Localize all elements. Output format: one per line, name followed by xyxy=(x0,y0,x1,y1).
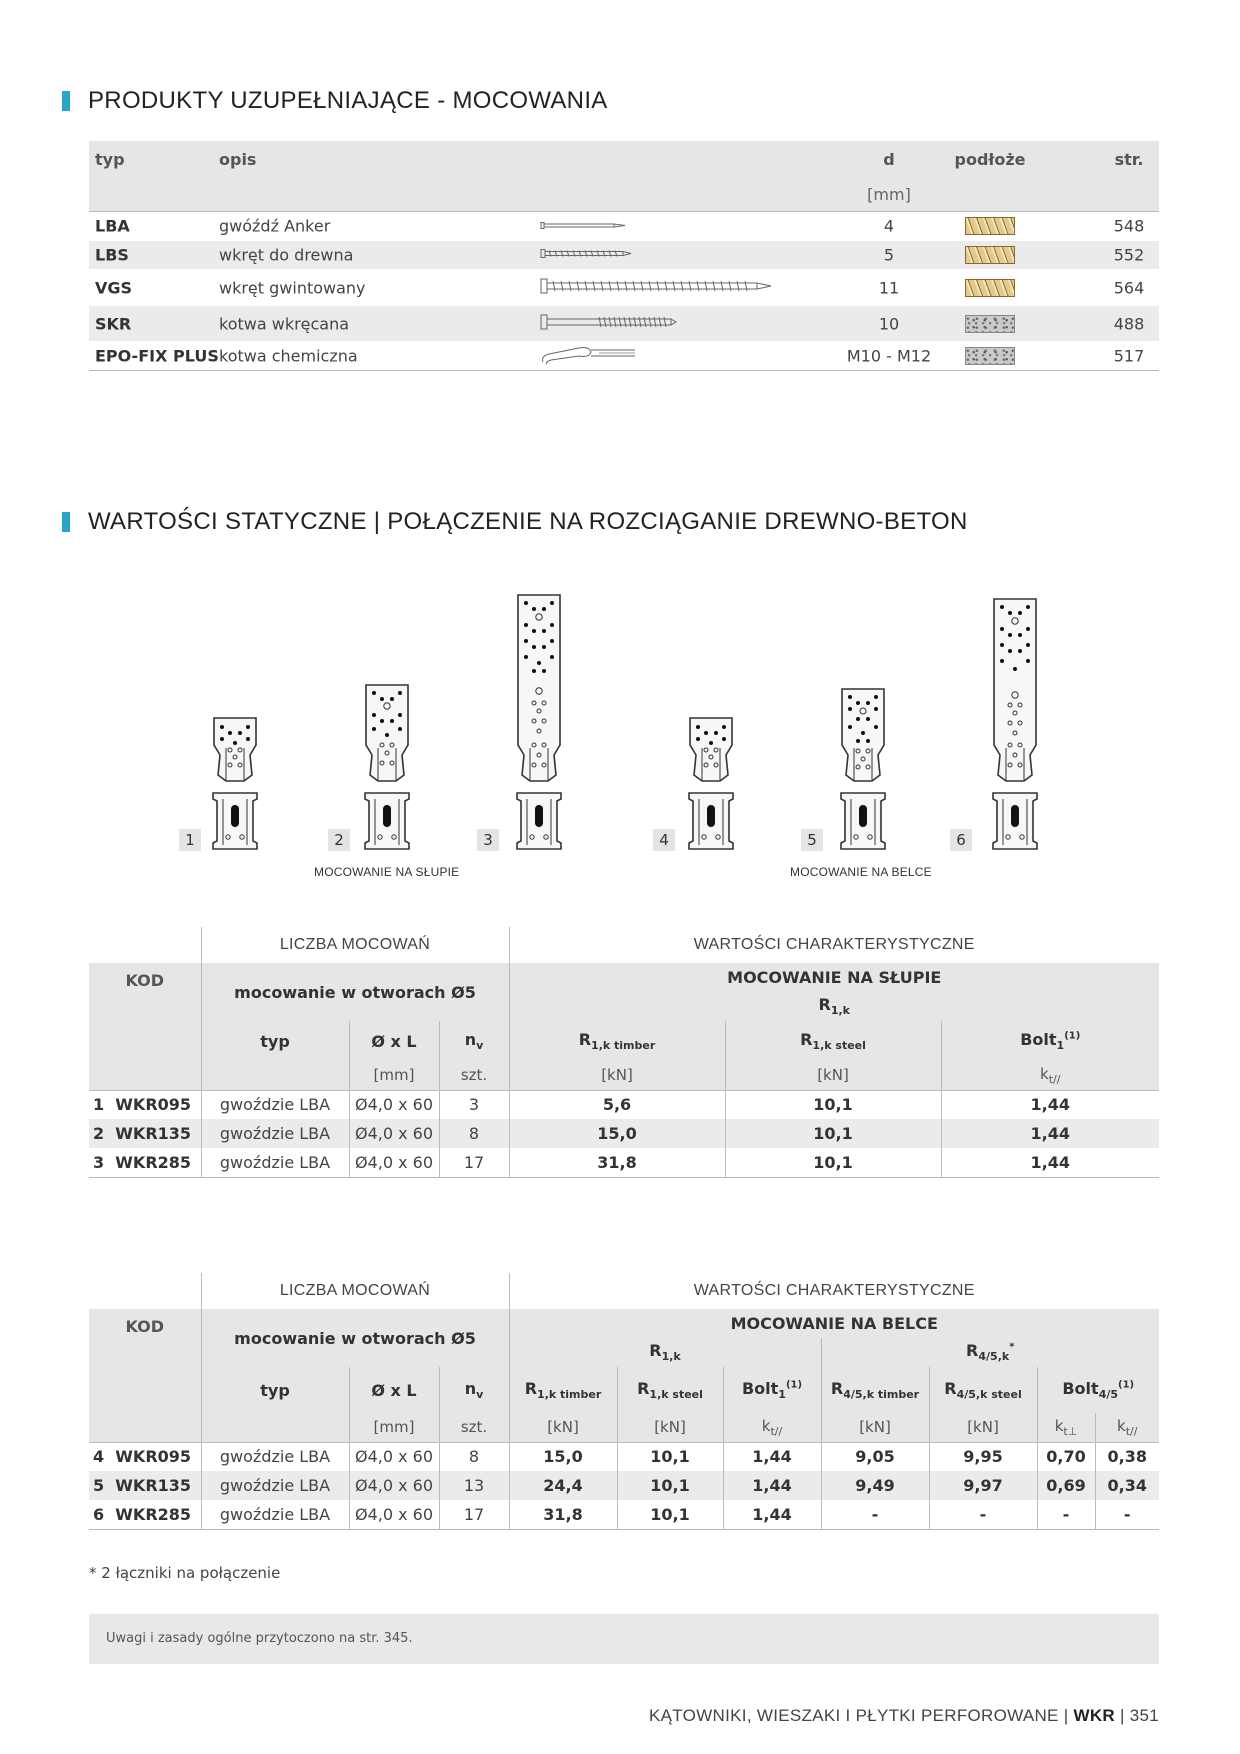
header-r45k-timber: $R_{4/5,k timber}$ xyxy=(821,1367,929,1413)
wood-substrate-icon xyxy=(965,217,1015,235)
bracket-illustrations xyxy=(0,585,1240,885)
unit-mm: [mm] xyxy=(349,1061,439,1090)
caption-beam-mounting: MOCOWANIE NA BELCE xyxy=(790,865,932,879)
illustration-number: 2 xyxy=(328,829,350,851)
table-row: 6 WKR285 gwoździe LBA Ø4,0 x 60 17 31,8 10,1 1,44 - - - - xyxy=(89,1500,1159,1529)
screw-anchor-icon xyxy=(539,312,679,336)
illustration-number: 3 xyxy=(477,829,499,851)
header-typ: typ xyxy=(201,1021,349,1061)
static-values-table-beam xyxy=(89,1273,1159,1530)
screw-icon xyxy=(539,246,634,265)
header-liczba-mocowan: LICZBA MOCOWAŃ xyxy=(201,927,509,963)
cell-d: 11 xyxy=(878,278,900,297)
header-r1k-timber: $R_{1,k timber}$ xyxy=(509,1021,725,1061)
products-table-header xyxy=(89,141,1159,212)
bracket-6 xyxy=(993,599,1037,849)
table-row: 2 WKR135 gwoździe LBA Ø4,0 x 60 8 15,0 10,1 1,44 xyxy=(89,1119,1159,1148)
header-nv: $n_v$ xyxy=(439,1021,509,1061)
header-nv: $n_v$ xyxy=(439,1367,509,1413)
unit-kt: $k_{t//}$ xyxy=(723,1413,821,1442)
cell-typ: SKR xyxy=(95,314,132,333)
table-row: 5 WKR135 gwoździe LBA Ø4,0 x 60 13 24,4 10,1 1,44 9,49 9,97 0,69 0,34 xyxy=(89,1471,1159,1500)
page-number: 351 xyxy=(1129,1706,1159,1725)
header-r1k: $R_{1,k}$ xyxy=(509,992,1159,1021)
static-values-table-column xyxy=(89,927,1159,1178)
header-bolt: Bolt$_1^{(1)}$ xyxy=(941,1021,1159,1061)
title-accent-bar xyxy=(62,512,70,532)
header-kod: KOD xyxy=(89,1309,201,1367)
cell-d: 10 xyxy=(878,314,900,333)
illustration-number: 6 xyxy=(950,829,972,851)
header-diameter-length: Ø x L xyxy=(349,1367,439,1413)
cell-typ: LBA xyxy=(95,216,130,236)
unit-mm: [mm] xyxy=(349,1413,439,1442)
bracket-3 xyxy=(517,595,561,849)
cell-d: 4 xyxy=(883,216,895,236)
concrete-substrate-icon xyxy=(965,347,1015,365)
table-row xyxy=(89,241,1159,270)
header-bolt45: Bolt$_{4/5}^{(1)}$ xyxy=(1037,1367,1159,1413)
bracket-1 xyxy=(213,718,257,849)
header-r1k-steel: $R_{1,k steel}$ xyxy=(725,1021,941,1061)
header-kod: KOD xyxy=(89,963,201,1021)
cell-d: 5 xyxy=(883,245,895,265)
table-row xyxy=(89,306,1159,342)
illustration-number: 1 xyxy=(179,829,201,851)
footer-product-code: WKR xyxy=(1073,1706,1115,1725)
title-accent-bar xyxy=(62,91,70,111)
header-str: str. xyxy=(1114,150,1144,169)
unit-kn: [kN] xyxy=(929,1413,1037,1442)
page-footer xyxy=(649,1706,1159,1726)
unit-kt-perp: $k_{t\perp}$ xyxy=(1037,1413,1095,1442)
illustration-number: 5 xyxy=(801,829,823,851)
cell-d: M10 - M12 xyxy=(846,346,932,366)
footer-category: KĄTOWNIKI, WIESZAKI I PŁYTKI PERFOROWANE xyxy=(649,1706,1059,1725)
cell-opis: wkręt gwintowany xyxy=(219,278,366,297)
header-mocowanie-otwory: mocowanie w otworach Ø5 xyxy=(201,963,509,1021)
products-table xyxy=(89,141,1159,371)
header-d-unit: [mm] xyxy=(867,185,911,204)
bracket-2 xyxy=(365,685,409,849)
section-title-text: WARTOŚCI STATYCZNE | POŁĄCZENIE NA ROZCIĄGANIE DREWNO-BETON xyxy=(88,508,968,535)
chemical-anchor-icon xyxy=(539,342,639,370)
cell-typ: EPO-FIX PLUS xyxy=(95,346,219,366)
cell-typ: LBS xyxy=(95,245,129,265)
header-liczba-mocowan: LICZBA MOCOWAŃ xyxy=(201,1273,509,1309)
header-opis: opis xyxy=(219,150,257,169)
unit-kt-par: $k_{t//}$ xyxy=(1095,1413,1159,1442)
header-r1k-timber: $R_{1,k timber}$ xyxy=(509,1367,617,1413)
unit-szt: szt. xyxy=(439,1061,509,1090)
header-diameter-length: Ø x L xyxy=(349,1021,439,1061)
table-row xyxy=(89,212,1159,241)
header-bolt1: Bolt$_1^{(1)}$ xyxy=(723,1367,821,1413)
table-row: 3 WKR285 gwoździe LBA Ø4,0 x 60 17 31,8 10,1 1,44 xyxy=(89,1148,1159,1177)
section-title-static-values xyxy=(62,508,968,536)
header-typ: typ xyxy=(201,1367,349,1413)
header-wartosci-charakterystyczne: WARTOŚCI CHARAKTERYSTYCZNE xyxy=(509,1273,1159,1309)
cell-str: 517 xyxy=(1113,346,1145,366)
unit-kn: [kN] xyxy=(725,1061,941,1090)
illustration-number: 4 xyxy=(653,829,675,851)
cell-str: 552 xyxy=(1113,245,1145,265)
header-mocowanie-na-slupie: MOCOWANIE NA SŁUPIE xyxy=(509,963,1159,992)
concrete-substrate-icon xyxy=(965,315,1015,333)
bracket-4 xyxy=(689,718,733,849)
cell-str: 564 xyxy=(1113,278,1145,297)
cell-opis: kotwa wkręcana xyxy=(219,314,350,333)
unit-szt: szt. xyxy=(439,1413,509,1442)
table-row: 1 WKR095 gwoździe LBA Ø4,0 x 60 3 5,6 10,1 1,44 xyxy=(89,1090,1159,1119)
footnote: * 2 łączniki na połączenie xyxy=(89,1564,281,1582)
header-mocowanie-na-belce: MOCOWANIE NA BELCE xyxy=(509,1309,1159,1338)
header-r1k: $R_{1,k}$ xyxy=(509,1338,821,1367)
header-wartosci-charakterystyczne: WARTOŚCI CHARAKTERYSTYCZNE xyxy=(509,927,1159,963)
header-typ: typ xyxy=(95,150,125,169)
cell-opis: wkręt do drewna xyxy=(219,245,354,265)
table-row: 4 WKR095 gwoździe LBA Ø4,0 x 60 8 15,0 10,1 1,44 9,05 9,95 0,70 0,38 xyxy=(89,1442,1159,1471)
unit-kn: [kN] xyxy=(509,1413,617,1442)
header-mocowanie-otwory: mocowanie w otworach Ø5 xyxy=(201,1309,509,1367)
threaded-screw-icon xyxy=(539,276,774,300)
header-r45k-steel: $R_{4/5,k steel}$ xyxy=(929,1367,1037,1413)
cell-str: 488 xyxy=(1113,314,1145,333)
wood-substrate-icon xyxy=(965,279,1015,297)
bracket-5 xyxy=(841,689,885,849)
caption-column-mounting: MOCOWANIE NA SŁUPIE xyxy=(314,865,460,879)
section-title-products xyxy=(62,87,608,115)
general-notes-box xyxy=(89,1614,1159,1664)
cell-opis: kotwa chemiczna xyxy=(219,346,358,366)
unit-kn: [kN] xyxy=(617,1413,723,1442)
general-notes-text: Uwagi i zasady ogólne przytoczono na str. 345. xyxy=(106,1631,413,1646)
unit-kt: $k_{t//}$ xyxy=(941,1061,1159,1090)
wood-substrate-icon xyxy=(965,246,1015,264)
cell-str: 548 xyxy=(1113,216,1145,236)
nail-icon xyxy=(539,217,629,236)
header-d: d xyxy=(883,150,895,169)
cell-opis: gwóźdź Anker xyxy=(219,216,331,236)
header-podloze: podłoże xyxy=(954,150,1026,169)
unit-kn: [kN] xyxy=(821,1413,929,1442)
footer-separator: | xyxy=(1058,1706,1074,1725)
table-row xyxy=(89,270,1159,306)
cell-typ: VGS xyxy=(95,278,133,297)
section-title-text: PRODUKTY UZUPEŁNIAJĄCE - MOCOWANIA xyxy=(88,87,608,114)
unit-kn: [kN] xyxy=(509,1061,725,1090)
footer-separator: | xyxy=(1114,1706,1130,1725)
header-r45k: $R_{4/5,k}^*$ xyxy=(821,1338,1159,1367)
header-r1k-steel: $R_{1,k steel}$ xyxy=(617,1367,723,1413)
table-row xyxy=(89,342,1159,371)
